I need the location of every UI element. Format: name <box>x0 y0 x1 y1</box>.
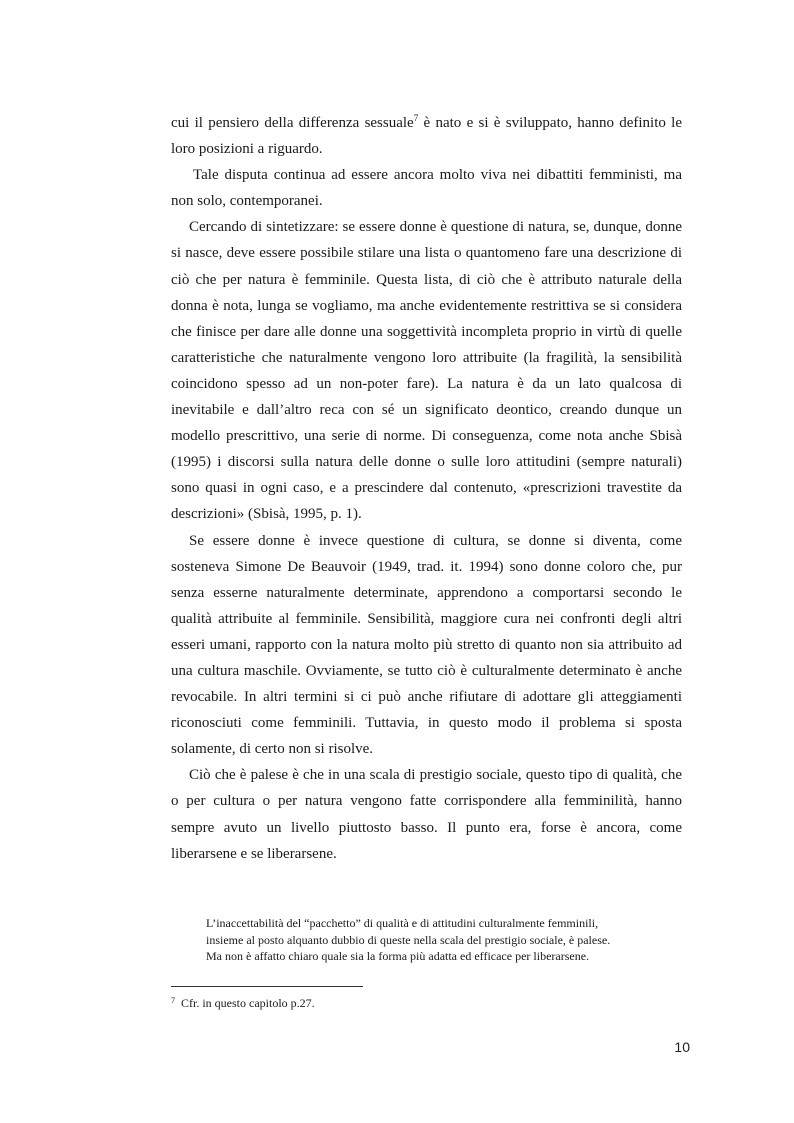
block-quote <box>206 915 641 965</box>
paragraph-5: Ciò che è palese è che in una scala di prestigio sociale, questo tipo di qualità, che o per cultura o per natura vengono fatte corrispondere alla femminilità, hanno sempre avuto un livello piuttosto basso. Il punto era, forse è ancora, come liberarsene e se liberarsene. <box>171 767 682 862</box>
paragraph-1: cui il pensiero della differenza sessuale$^7$ è nato e si è sviluppato, hanno definito le loro posizioni a riguardo. <box>171 113 682 158</box>
paragraph-4: Se essere donne è invece questione di cultura, se donne si diventa, come sosteneva Simone De Beauvoir (1949, trad. it. 1994) sono donne coloro che, pur senza esserne naturalmente determinate, apprendono a comportarsi secondo le qualità attribuite al femminile. Sensibilità, maggiore cura nei confronti degli altri esseri umani, rapporto con la natura molto più stretto di quanto non sia attribuito ad una cultura maschile. Ovviamente, se tutto ciò è culturalmente determinato è anche revocabile. In altri termini si ci può anche rifiutare di adottare gli atteggiamenti riconosciuti come femminili. Tuttavia, in questo modo il problema si sposta solamente, di certo non si risolve. <box>171 532 682 758</box>
footnote-text: Cfr. in questo capitolo p.27. <box>181 996 315 1010</box>
quote-line-3: Ma non è affatto chiaro quale sia la forma più adatta ed efficace per liberarsene. <box>206 949 590 963</box>
paragraph-2: Tale disputa continua ad essere ancora molto viva nei dibattiti femministi, ma non solo, contemporanei. <box>171 167 682 210</box>
quote-line-2: insieme al posto alquanto dubbio di queste nella scala del prestigio sociale, è palese. <box>206 932 611 947</box>
footnote-reference[interactable]: 7 <box>413 113 419 123</box>
footnote-number: 7 <box>171 996 175 1005</box>
paragraph-3: Cercando di sintetizzare: se essere donne è questione di natura, se, dunque, donne si nasce, deve essere possibile stilare una lista o quantomeno fare una descrizione di ciò che per natura è femminile. Questa lista, di ciò che è attributo naturale della donna è nota, lunga se vogliamo, ma anche evidentemente restrittiva se si considera che finisce per dare alle donne una soggettività incompleta proprio in virtù di quelle caratteristiche che naturalmente vengono loro attribuite (la fragilità, la sensibilità coincidono spesso ad un non-poter fare). La natura è da un lato qualcosa di inevitabile e dall’altro reca con sé un significato deontico, creando dunque un modello prescrittivo, una serie di norme. Di conseguenza, come nota anche Sbisà (1995) i discorsi sulla natura delle donne o sulle loro attitudini (sempre naturali) sono quasi in ogni caso, e a prescindere dal contenuto, «prescrizioni travestite da descrizioni» (Sbisà, 1995, p. 1). <box>171 219 682 523</box>
footnote-divider <box>171 986 363 987</box>
quote-line-1: L’inaccettabilità del “pacchetto” di qualità e di attitudini culturalmente femminili, <box>206 916 599 930</box>
footnote <box>171 993 315 1011</box>
body-text <box>171 110 682 867</box>
page-number: 10 <box>674 1039 690 1055</box>
